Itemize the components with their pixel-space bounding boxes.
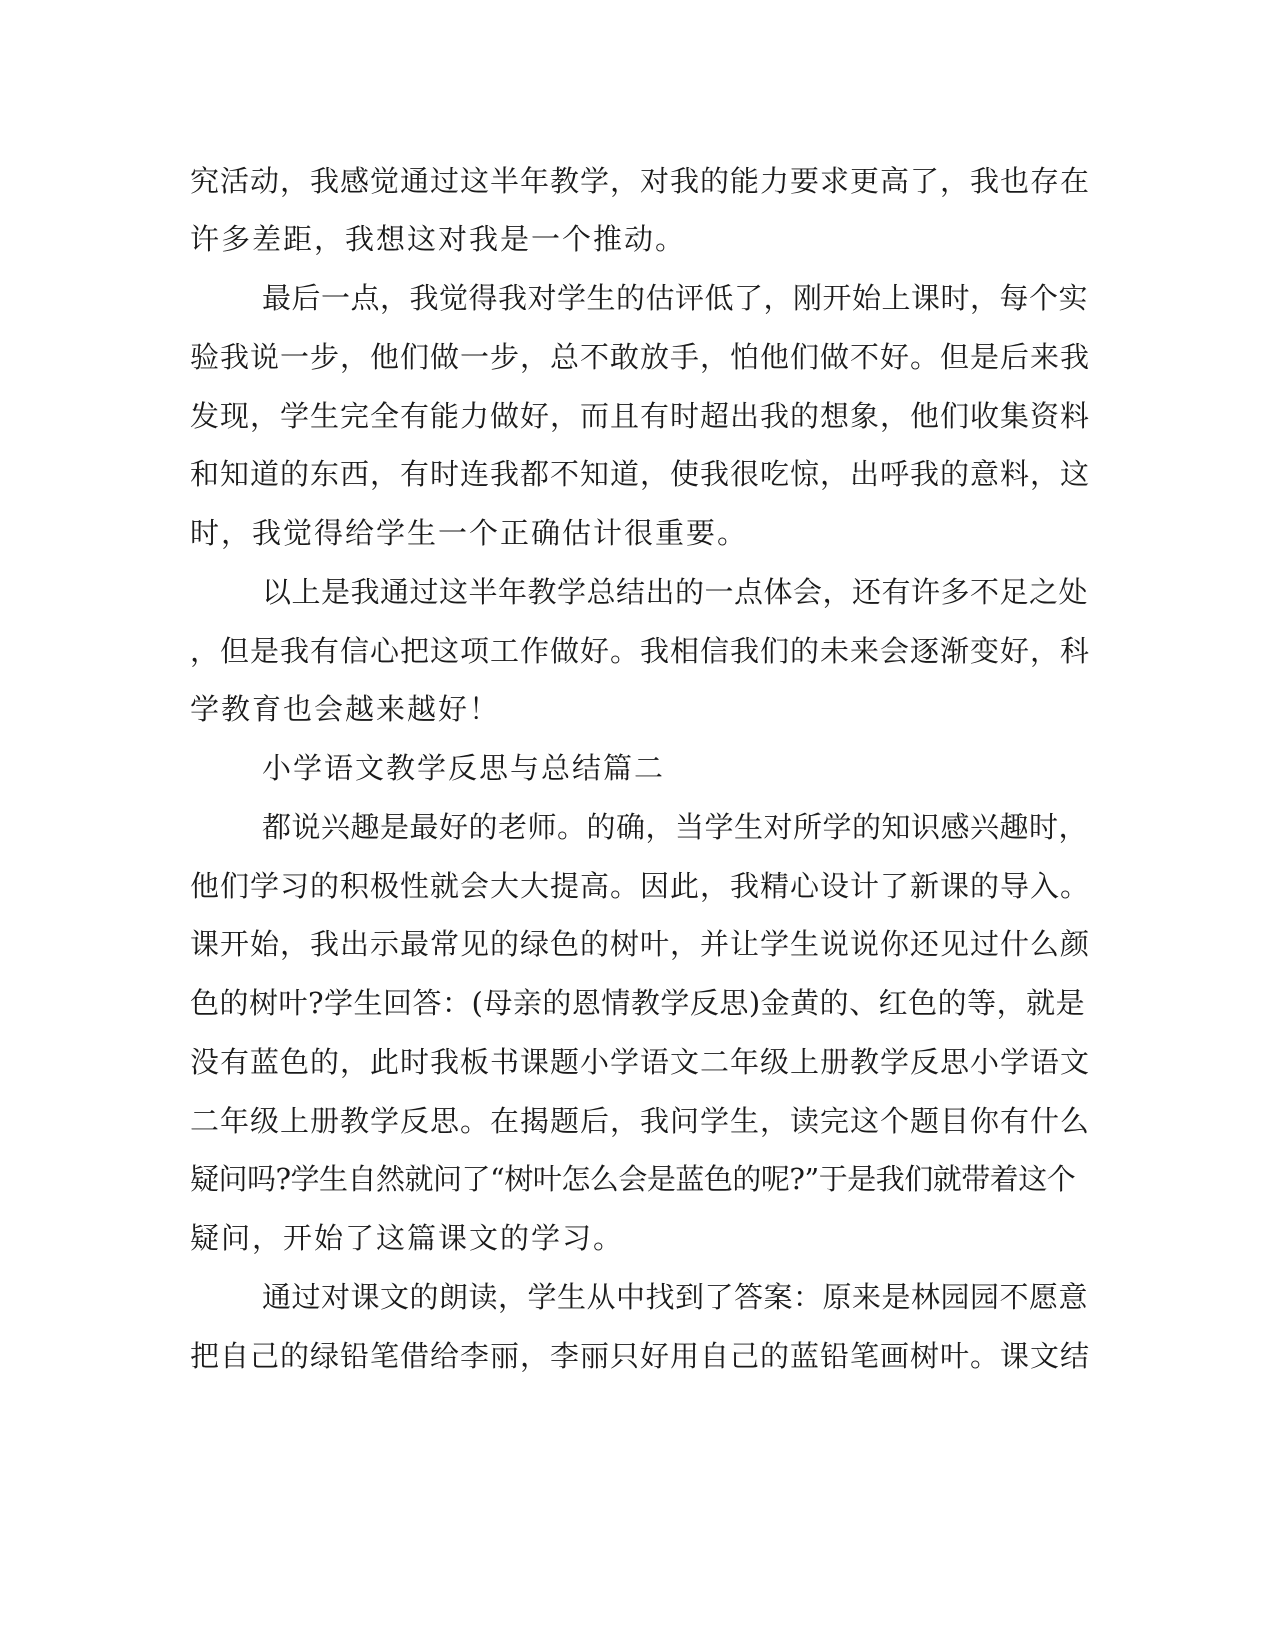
text-line: 疑问吗?学生自然就问了“树叶怎么会是蓝色的呢?”于是我们就带着这个	[190, 1162, 1076, 1196]
text-line: 学教育也会越来越好！	[190, 692, 501, 726]
text-line: 没有蓝色的，此时我板书课题小学语文二年级上册教学反思小学语文	[190, 1045, 1091, 1079]
text-line: 验我说一步，他们做一步，总不敢放手，怕他们做不好。但是后来我	[190, 340, 1091, 374]
text-line: 时，我觉得给学生一个正确估计很重要。	[190, 516, 749, 550]
text-line: 二年级上册教学反思。在揭题后，我问学生，读完这个题目你有什么	[190, 1104, 1091, 1138]
text-line: 究活动，我感觉通过这半年教学，对我的能力要求更高了，我也存在	[190, 164, 1091, 198]
text-line: 疑问，开始了这篇课文的学习。	[190, 1221, 625, 1255]
paragraph-first-line: 通过对课文的朗读，学生从中找到了答案：原来是林园园不愿意	[262, 1280, 1089, 1314]
text-line: 色的树叶?学生回答：(母亲的恩情教学反思)金黄的、红色的等，就是	[190, 986, 1086, 1020]
text-line: 课开始，我出示最常见的绿色的树叶，并让学生说说你还见过什么颜	[190, 927, 1091, 961]
text-line: 许多差距，我想这对我是一个推动。	[190, 222, 687, 256]
text-line: ，但是我有信心把这项工作做好。我相信我们的未来会逐渐变好，科	[190, 634, 1091, 668]
text-line: 发现，学生完全有能力做好，而且有时超出我的想象，他们收集资料	[190, 399, 1091, 433]
text-line: 和知道的东西，有时连我都不知道，使我很吃惊，出呼我的意料，这	[190, 457, 1091, 491]
paragraph-first-line: 以上是我通过这半年教学总结出的一点体会，还有许多不足之处	[262, 575, 1089, 609]
paragraph-first-line: 都说兴趣是最好的老师。的确，当学生对所学的知识感兴趣时，	[262, 810, 1089, 844]
section-heading: 小学语文教学反思与总结篇二	[262, 751, 666, 785]
text-line: 他们学习的积极性就会大大提高。因此，我精心设计了新课的导入。	[190, 869, 1091, 903]
paragraph-first-line: 最后一点，我觉得我对学生的估评低了，刚开始上课时，每个实	[262, 281, 1089, 315]
text-line: 把自己的绿铅笔借给李丽，李丽只好用自己的蓝铅笔画树叶。课文结	[190, 1339, 1091, 1373]
